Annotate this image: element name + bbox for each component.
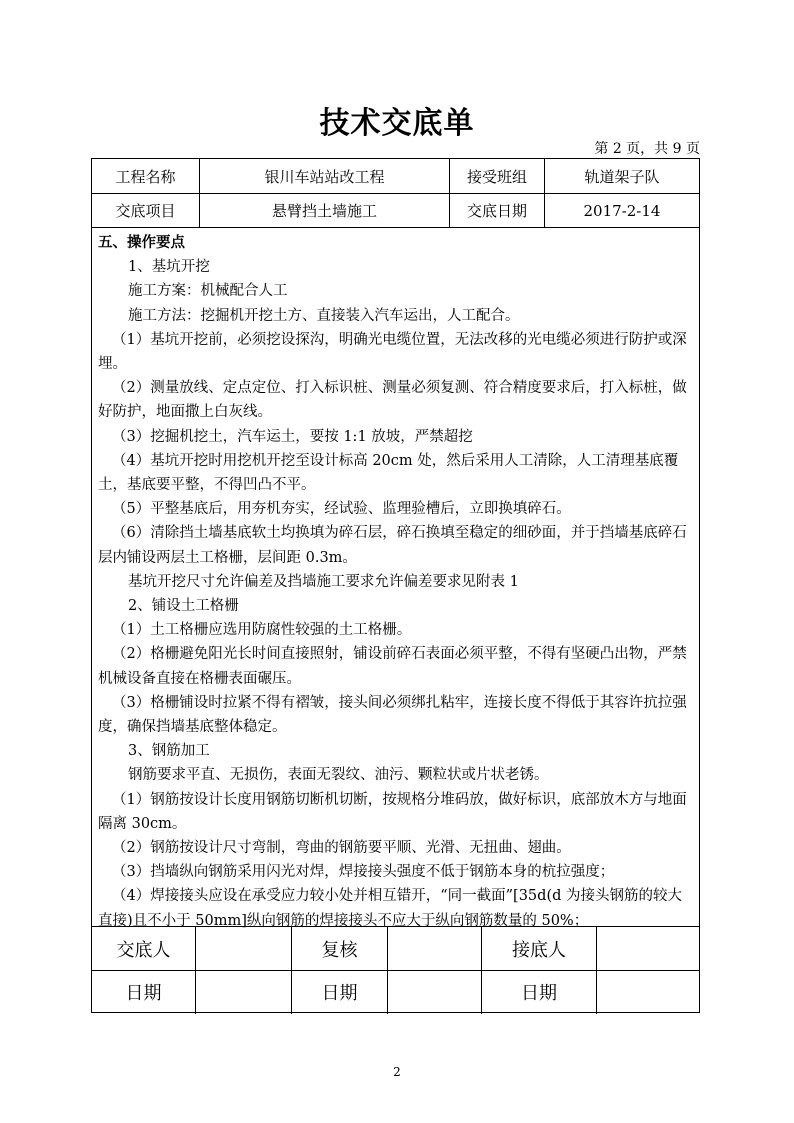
reviewer-date-label: 日期 xyxy=(321,983,358,1004)
body-line: （4）基坑开挖时用挖机开挖至设计标高 20cm 处，然后采用人工清除，人工清理基底覆土，基底要平整，不得凹凸不平。 xyxy=(98,452,679,494)
date-label: 交底日期 xyxy=(466,202,527,220)
reviewer-date-field[interactable] xyxy=(388,971,481,1013)
presenter-date-field[interactable] xyxy=(196,971,291,1013)
body-line: 施工方法：挖掘机开挖土方、直接装入汽车运出，人工配合。 xyxy=(128,307,520,324)
receiver-signature-field[interactable] xyxy=(597,927,699,970)
body-line: 基坑开挖尺寸允许偏差及挡墙施工要求允许偏差要求见附表 1 xyxy=(128,573,519,590)
body-line: 施工方案：机械配合人工 xyxy=(128,283,288,300)
body-line: （1）钢筋按设计长度用钢筋切断机切断，按规格分堆码放，做好标识，底部放木方与地面隔离 30cm。 xyxy=(98,791,687,832)
page-number: 2 xyxy=(393,1065,401,1079)
presenter-label: 交底人 xyxy=(116,939,171,961)
page-info: 第 2 页，共 9 页 xyxy=(594,141,700,157)
body-line: （1）基坑开挖前，必须挖设探沟，明确光电缆位置，无法改移的光电缆必须进行防护或深埋。 xyxy=(98,331,687,373)
item-label: 交底项目 xyxy=(115,202,176,220)
operation-points-body xyxy=(98,231,696,933)
body-line: （3）格栅铺设时拉紧不得有褶皱，接头间必须绑扎粘牢，连接长度不得低于其容许抗拉强度，确保挡墙基底整体稳定。 xyxy=(98,694,687,736)
reviewer-signature-field[interactable] xyxy=(388,927,481,970)
body-line: （2）格栅避免阳光长时间直接照射，铺设前碎石表面必须平整，不得有坚硬凸出物，严禁机械设备直接在格栅表面碾压。 xyxy=(98,646,687,687)
document-title: 技术交底单 xyxy=(319,106,475,141)
body-line: （2）测量放线、定点定位、打入标识桩、测量必须复测、符合精度要求后，打入标桩，做好防护，地面撒上白灰线。 xyxy=(98,380,687,421)
body-line: 2、铺设土工格栅 xyxy=(128,598,239,615)
body-line: （1）土工格栅应选用防腐性较强的土工格栅。 xyxy=(112,622,412,639)
receiver-label: 接底人 xyxy=(512,939,566,961)
team-label: 接受班组 xyxy=(466,167,527,186)
body-line: （3）挡墙纵向钢筋采用闪光对焊，焊接接头强度不低于钢筋本身的杭拉强度； xyxy=(112,864,615,881)
body-line: 钢筋要求平直、无损伤，表面无裂纹、油污、颗粒状或片状老锈。 xyxy=(128,767,549,784)
team-value: 轨道架子队 xyxy=(584,167,660,186)
project-name-value: 银川车站站改工程 xyxy=(264,167,385,186)
body-line: （4）焊接接头应设在承受应力较小处并相互错开，“同一截面”[35d(d 为接头钢筋的较大直接)且不小于 50mm]纵向钢筋的焊接接头不应大于纵向钢筋数量的 50%； xyxy=(98,888,682,929)
reviewer-label: 复核 xyxy=(321,939,358,961)
disclosure-form xyxy=(91,158,700,1013)
body-line: 3、钢筋加工 xyxy=(128,743,210,760)
section-heading: 五、操作要点 xyxy=(98,234,185,251)
project-name-label: 工程名称 xyxy=(115,167,176,186)
body-line: （5）平整基底后，用夯机夯实，经试验、监理验槽后，立即换填碎石。 xyxy=(112,501,571,518)
row-divider xyxy=(92,227,699,228)
date-value: 2017-2-14 xyxy=(583,201,661,220)
receiver-date-field[interactable] xyxy=(597,971,699,1013)
presenter-date-label: 日期 xyxy=(125,983,162,1004)
body-line: （2）钢筋按设计尺寸弯制，弯曲的钢筋要平顺、光滑、无扭曲、翅曲。 xyxy=(112,840,571,857)
item-value: 悬臂挡土墙施工 xyxy=(271,202,377,220)
receiver-date-label: 日期 xyxy=(521,983,557,1004)
presenter-signature-field[interactable] xyxy=(196,927,291,970)
body-line: （3）挖掘机挖土，汽车运土，要按 1:1 放坡，严禁超挖 xyxy=(112,428,473,445)
body-line: 1、基坑开挖 xyxy=(128,259,210,276)
body-line: （6）清除挡土墙基底软土均换填为碎石层，碎石换填至稳定的细砂面，并于挡墙基底碎石层内铺设两层土工格栅，层间距 0.3m。 xyxy=(98,525,687,566)
